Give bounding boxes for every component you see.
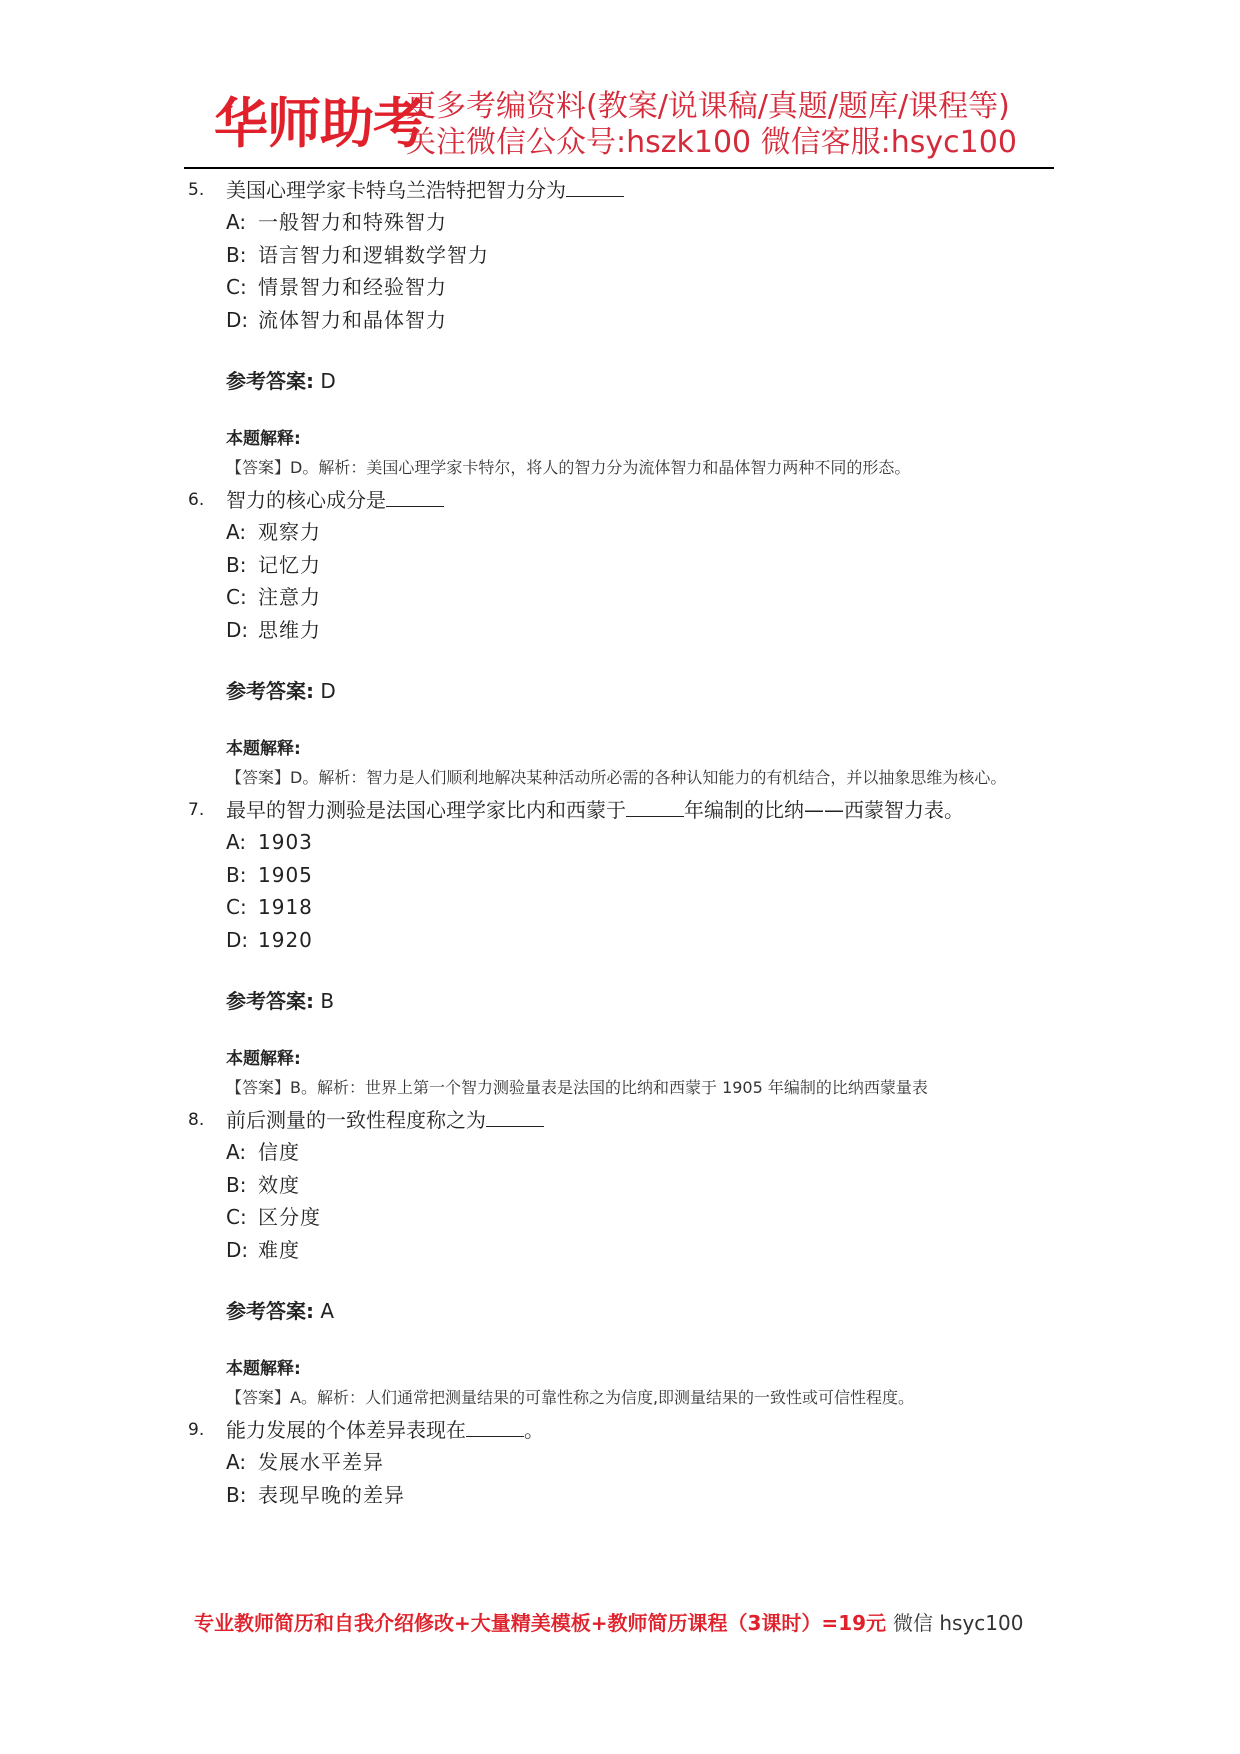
reference-answer: 参考答案: D: [226, 369, 336, 393]
option-d: D: 思维力: [226, 617, 321, 642]
question-9: [184, 1414, 1064, 1511]
option-c: C: 1918: [226, 895, 313, 919]
option-a: A: 一般智力和特殊智力: [226, 210, 447, 234]
question-number: 6.: [188, 490, 205, 510]
options: [184, 516, 1064, 646]
stem-text-after: 。: [524, 1418, 544, 1442]
option-b: B: 语言智力和逻辑数学智力: [226, 242, 489, 267]
stem-text: 前后测量的一致性程度称之为: [226, 1108, 486, 1132]
option-a: A: 发展水平差异: [226, 1450, 384, 1474]
question-stem: [184, 794, 1064, 826]
fill-blank: [626, 798, 684, 817]
question-8: [184, 1104, 1064, 1414]
question-stem: [184, 1104, 1064, 1136]
question-6: [184, 484, 1064, 794]
option-c: C: 情景智力和经验智力: [226, 275, 447, 299]
analysis-text: 【答案】A。解析：人们通常把测量结果的可靠性称之为信度,即测量结果的一致性或可信性程度。: [226, 1388, 915, 1407]
reference-answer: 参考答案: B: [226, 989, 335, 1013]
option-a: A: 1903: [226, 830, 313, 854]
stem-text: 美国心理学家卡特乌兰浩特把智力分为: [226, 178, 566, 202]
option-b: B: 1905: [226, 862, 313, 887]
options: [184, 826, 1064, 956]
option-d: D: 1920: [226, 927, 313, 952]
question-number: 7.: [188, 800, 205, 820]
footer-wechat: 微信 hsyc100: [893, 1611, 1024, 1635]
question-list: [184, 170, 1064, 1511]
footer-advertisement: [194, 1608, 1023, 1638]
reference-answer: 参考答案: D: [226, 679, 336, 703]
option-c: C: 注意力: [226, 585, 321, 609]
option-d: D: 流体智力和晶体智力: [226, 307, 447, 332]
option-a: A: 观察力: [226, 520, 321, 544]
option-c: C: 区分度: [226, 1205, 321, 1229]
header-divider: [184, 167, 1054, 169]
analysis-text: 【答案】B。解析：世界上第一个智力测验量表是法国的比纳和西蒙于 1905 年编制的比纳西蒙量表: [226, 1078, 928, 1097]
question-number: 8.: [188, 1110, 205, 1130]
analysis-heading: 本题解释:: [226, 429, 301, 449]
analysis-heading: 本题解释:: [226, 1359, 301, 1379]
stem-text: 智力的核心成分是: [226, 488, 386, 512]
question-stem: [184, 484, 1064, 516]
analysis-heading: 本题解释:: [226, 1049, 301, 1069]
reference-answer: 参考答案: A: [226, 1299, 335, 1323]
option-b: B: 表现早晚的差异: [226, 1482, 405, 1507]
header-banner: [214, 88, 1054, 164]
question-number: 5.: [188, 180, 205, 200]
fill-blank: [486, 1108, 544, 1127]
option-a: A: 信度: [226, 1140, 300, 1164]
question-stem: [184, 174, 1064, 206]
options: [184, 1136, 1064, 1266]
option-b: B: 效度: [226, 1172, 300, 1197]
logo: 华师助考: [214, 92, 426, 155]
stem-text: 能力发展的个体差异表现在: [226, 1418, 466, 1442]
banner-contact-line: 关注微信公众号:hszk100 微信客服:hsyc100: [406, 125, 1017, 160]
analysis-heading: 本题解释:: [226, 739, 301, 759]
fill-blank: [566, 178, 624, 197]
question-stem: [184, 1414, 1064, 1446]
question-number: 9.: [188, 1420, 205, 1440]
options: [184, 1446, 1064, 1511]
option-b: B: 记忆力: [226, 552, 321, 577]
analysis-text: 【答案】D。解析：智力是人们顺利地解决某种活动所必需的各种认知能力的有机结合，并以抽象思维为核心。: [226, 768, 1007, 787]
stem-text-after: 年编制的比纳——西蒙智力表。: [684, 798, 964, 822]
option-d: D: 难度: [226, 1237, 300, 1262]
question-7: [184, 794, 1064, 1104]
question-5: [184, 174, 1064, 484]
banner-promo-line: 更多考编资料(教案/说课稿/真题/题库/课程等): [406, 89, 1010, 124]
fill-blank: [466, 1418, 524, 1437]
fill-blank: [386, 488, 444, 507]
analysis-text: 【答案】D。解析：美国心理学家卡特尔，将人的智力分为流体智力和晶体智力两种不同的形态。: [226, 458, 911, 477]
options: [184, 206, 1064, 336]
footer-ad-text: 专业教师简历和自我介绍修改+大量精美模板+教师简历课程（3课时）=19元: [194, 1611, 887, 1635]
stem-text: 最早的智力测验是法国心理学家比内和西蒙于: [226, 798, 626, 822]
